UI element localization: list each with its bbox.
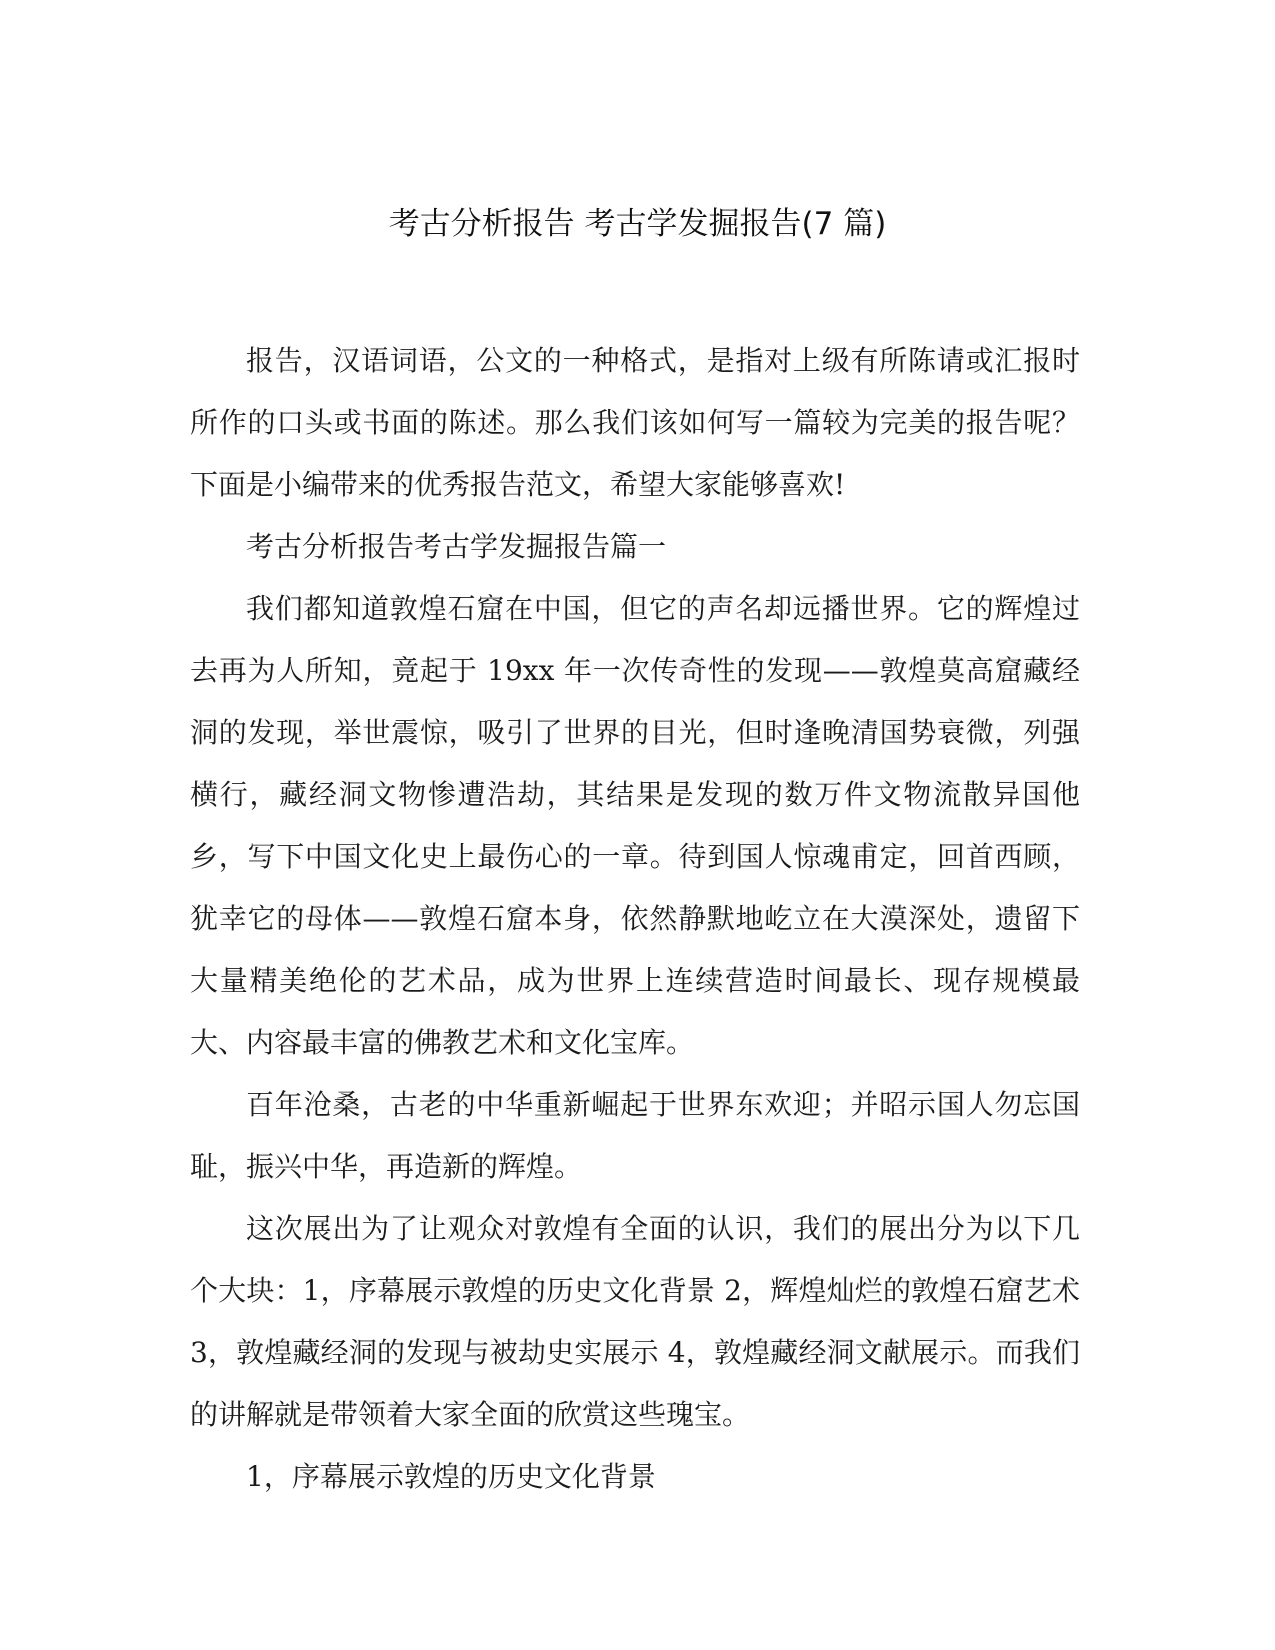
paragraph-exhibition: 这次展出为了让观众对敦煌有全面的认识，我们的展出分为以下几个大块：1，序幕展示敦煌的历史文化背景 2，辉煌灿烂的敦煌石窟艺术 3，敦煌藏经洞的发现与被劫史实展示 4，敦煌藏经洞文献展示。而我们的讲解就是带领着大家全面的欣赏这些瑰宝。	[190, 1212, 1080, 1431]
paragraph-dunhuang: 我们都知道敦煌石窟在中国，但它的声名却远播世界。它的辉煌过去再为人所知，竟起于 19xx 年一次传奇性的发现——敦煌莫高窟藏经洞的发现，举世震惊，吸引了世界的目光，但时逢晚清国势衰微，列强横行，藏经洞文物惨遭浩劫，其结果是发现的数万件文物流散异国他乡，写下中国文化史上最伤心的一章。待到国人惊魂甫定，回首西顾，犹幸它的母体——敦煌石窟本身，依然静默地屹立在大漠深处，遗留下大量精美绝伦的艺术品，成为世界上连续营造时间最长、现存规模最大、内容最丰富的佛教艺术和文化宝库。	[190, 592, 1080, 1059]
subheading-prologue: 1，序幕展示敦煌的历史文化背景	[246, 1460, 656, 1493]
paragraph-intro: 报告，汉语词语，公文的一种格式，是指对上级有所陈请或汇报时所作的口头或书面的陈述。那么我们该如何写一篇较为完美的报告呢？下面是小编带来的优秀报告范文，希望大家能够喜欢!	[190, 344, 1080, 501]
paragraph-century: 百年沧桑，古老的中华重新崛起于世界东欢迎；并昭示国人勿忘国耻，振兴中华，再造新的辉煌。	[190, 1088, 1080, 1183]
document-body	[190, 330, 1080, 1508]
section-heading-1: 考古分析报告考古学发掘报告篇一	[246, 530, 667, 563]
document-title: 考古分析报告 考古学发掘报告(7 篇)	[388, 206, 887, 242]
